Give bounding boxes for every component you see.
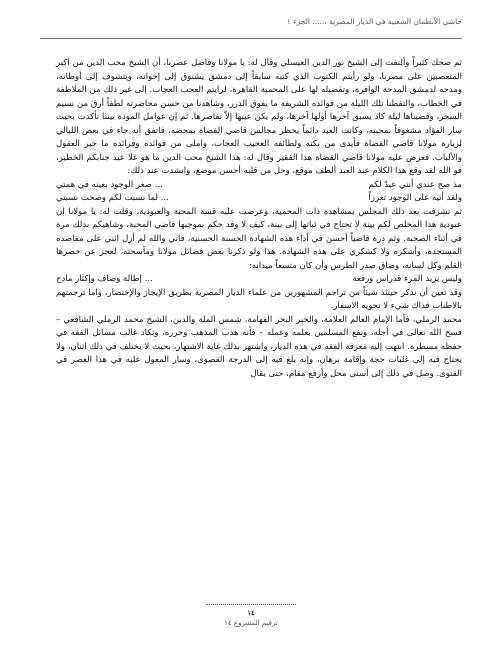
verse-hemistich: ولقد أتيه على الوجود تعززاً <box>368 193 462 203</box>
page-footer <box>0 604 502 627</box>
verse-hemistich: ... لما نسبت لكم وصحت نسبتي <box>56 193 169 203</box>
header-title: حاشي الأنطمان الشعبية في الديار المصرية ...... الجزء ١ <box>286 17 462 26</box>
print-number: ترقيم المشروع ١٤ <box>224 619 278 627</box>
page-body <box>56 57 462 580</box>
verse-hemistich: ... إطالة وصاف وإكثار مادح <box>56 274 153 284</box>
paragraph-4: محمد الرملي، فأما الإمام العالم العلامة، والحبر البحر الفهامة، شمس الملة والدين، الشيخ محمد الرملي الشافعي – فسح الله تعالى في أجله، ونفع المسلمين بعلمه وعمله – فأنه هذب المذهب وحرره، وتكاد غالب مسائل الفقه في حفظه مسطرة. انتهت إليه معرفة الفقه في هذه الديار، واشتهر بذلك غاية الاشتهار، بحيث لا يختلف في ذلك اثنان، ولا يحتاج فيه إلى غلبات حجة وإقامة برهان، وإنه بلغ فيه إلى الدرجة القصوى، وسار المعول عليه في هذا العصر في الفتوى. وصل في ذلك إلى أسنى محل وأرفع مقام، حتى يقال <box>56 314 462 379</box>
paragraph-2: ثم تشرفت بعد ذلك المجلس بمشاهدة ذات المحمية، وعرضت عليه قسة المحبة والعبودية، وقلت له: يا مولانا ان عبودية هذا المخلص لكم بينة لا تحتاج في ثباتها إلى بينة، كيف لا وقد حكم بموجبها قاضي المحبة، وشاهيكم بذلك مرة في أثناء الصحبة. وثم درة قاضياً أحسن في أداء هذه الشهادة الحسنة الحسنية، فاني والله لم أزل اثني على مقاصده المستجدة، وأشكره ولا كشكري على هذه الشهادة. هذا ولو ذكرنا بعض فضائل مولانا ومآسحته، لعجز عن حصرها القلم وكل لسانه، وضاق صدر الطرس وأن كان متسعاً ميدانه: <box>56 206 462 271</box>
verse-hemistich: مذ صح عندي أنني عبدٌ لكم <box>368 179 462 190</box>
verse-line-2 <box>56 192 462 206</box>
verse-hemistich: ... صغر الوجود بعينه في همتي <box>56 179 163 190</box>
footer-separator <box>206 604 296 605</box>
header-rule <box>40 38 462 39</box>
paragraph-1: ثم ضحك كثيراً وألتفت إلى الشيخ نور الدين العيسلي وقال له: يا مولانا وفاضل عصرنا، أن الشيخ محب الدين من اكبر المتعصبين على مصرنا، ولو رأيتم الكتوب الذي كتبه سابقاً إلى دمشق يشتوق إلى إخوانه، ويتشوف إلى أوطانه، ومدحه لدمشق المدحة الوافرة، وتفضيله لها على المحمية القاهرة، لرايتم العجب العجاب. إلى غير ذلك من الملاطفة في الخطاب، والتقطنا تلك الليلة من فوائده الشريفة ما يفوق الدرر، وشاهدنا من حسن محاضرته لطفاً أرق من نسيم السحر، وقضيناها ليلة كاد يسبق آخرها أولها آخرها، ولم يكن عيبها إلاّ تقاصرها. ثم إن عوامل المودة بيننا تأكدت بحيث سار الفؤاد مشغوفاً بمحبته، وكانت العبد دائماً يحظر مجالس قاضي القضاة بمحضه، فاتفق أنه جاء في بعض الليالي لزيارة مولانا قاضي القضاة فأبدى من نكته ولطائفه العجيب العجاب، واملى من فوائده وفرائده ما حير العقول والألباب. فعرض عليه مولانا قاضي القضاة هذا الفقير وقال له: هذا الشيخ محب الدين ما هو غلا عبد جنابكم الخطير، فو الله لقد وقع هذا الكلام عند العبد ألطف موقع، وحل من قلبه أحسن موضع، وانشدت عند ذلك: <box>56 58 462 176</box>
verse-hemistich: وليس يزيد المرء قدراس ورفعة <box>352 274 462 284</box>
running-header <box>40 17 462 39</box>
paragraph-3: وقد تعين أن نذكر حينئذ شيئاً من تراجم المشهورين من علماء الديار المصرية بطريق الإيجاز والإختصار، واما ترجمتهم بالاطناب فذاك شيء لا تحويه الاسفار. <box>56 287 462 311</box>
verse-line-3 <box>56 273 462 287</box>
page-number: ١٤ <box>247 608 255 617</box>
verse-line-1 <box>56 179 462 193</box>
